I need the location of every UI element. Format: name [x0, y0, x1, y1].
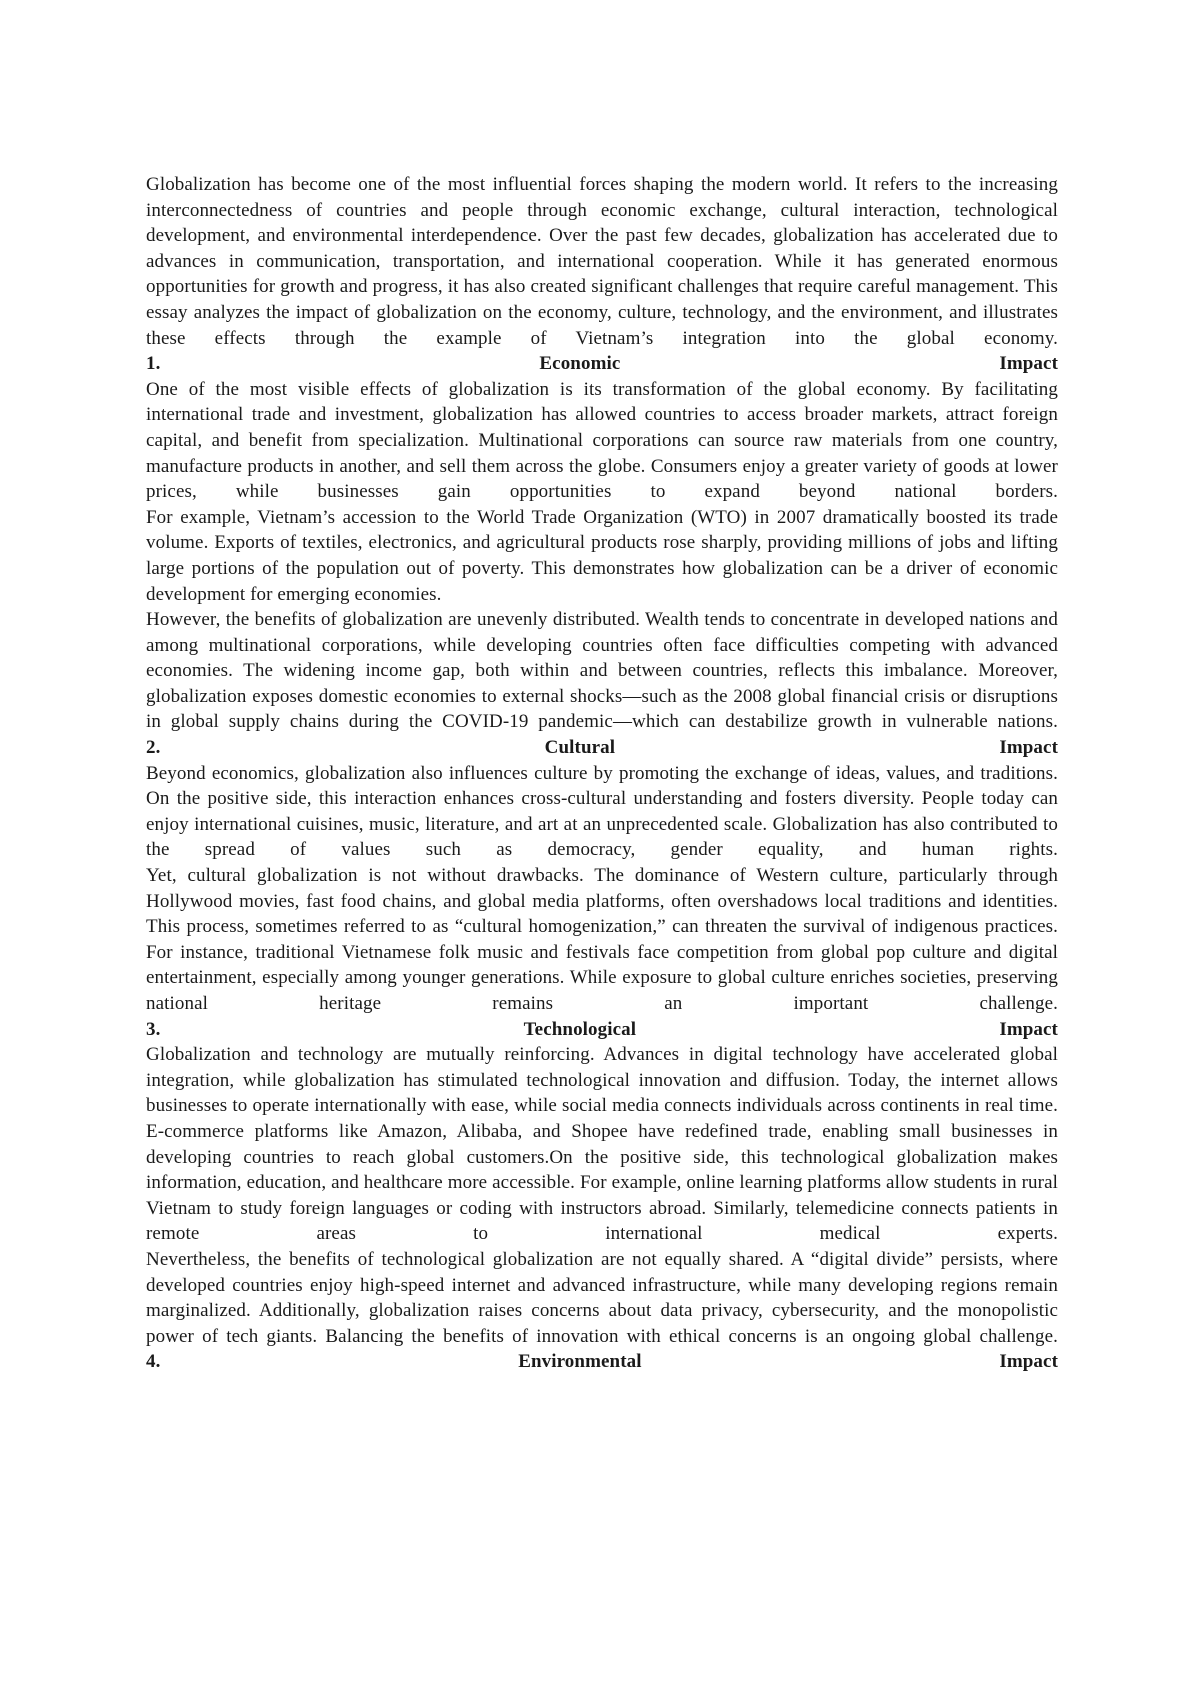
- document-page: [146, 172, 1058, 1375]
- section-number: 1.: [146, 353, 161, 375]
- section-number: 4.: [146, 1351, 161, 1373]
- economic-paragraph-3: However, the benefits of globalization are unevenly distributed. Wealth tends to concentrate in developed nations and among multinational corporations, while developing countries often face difficulties competing with advanced economies. The widening income gap, both within and between countries, reflects this imbalance. Moreover, globalization exposes domestic economies to external shocks—such as the 2008 global financial crisis or disruptions in global supply chains during the COVID-19 pandemic—which can destabilize growth in vulnerable nations.: [146, 609, 1058, 733]
- intro-paragraph: Globalization has become one of the most influential forces shaping the modern world. It refers to the increasing interconnectedness of countries and people through economic exchange, cultural interaction, technological development, and environmental interdependence. Over the past few decades, globalization has accelerated due to advances in communication, transportation, and international cooperation. While it has generated enormous opportunities for growth and progress, it has also created significant challenges that require careful management. This essay analyzes the impact of globalization on the economy, culture, technology, and the environment, and illustrates these effects through the example of Vietnam’s integration into the global economy.: [146, 174, 1058, 349]
- section-title-suffix: Impact: [999, 353, 1058, 375]
- section-title: Technological: [523, 1018, 637, 1040]
- section-title: Cultural: [544, 737, 616, 759]
- section-number: 2.: [146, 737, 161, 759]
- section-heading-environmental: [146, 1349, 1058, 1375]
- cultural-paragraph-2: Yet, cultural globalization is not without drawbacks. The dominance of Western culture, particularly through Hollywood movies, fast food chains, and global media platforms, often overshadows local traditions and identities. This process, sometimes referred to as “cultural homogenization,” can threaten the survival of indigenous practices. For instance, traditional Vietnamese folk music and festivals face competition from global pop culture and digital entertainment, especially among younger generations. While exposure to global culture enriches societies, preserving national heritage remains an important challenge.: [146, 865, 1058, 1014]
- section-title: Economic: [539, 353, 621, 375]
- economic-paragraph-2: For example, Vietnam’s accession to the World Trade Organization (WTO) in 2007 dramatically boosted its trade volume. Exports of textiles, electronics, and agricultural products rose sharply, providing millions of jobs and lifting large portions of the population out of poverty. This demonstrates how globalization can be a driver of economic development for emerging economies.: [146, 506, 1058, 605]
- section-heading-economic: [146, 351, 1058, 377]
- technological-paragraph-1: Globalization and technology are mutually reinforcing. Advances in digital technology have accelerated global integration, while globalization has stimulated technological innovation and diffusion. Today, the internet allows businesses to operate internationally with ease, while social media connects individuals across continents in real time. E-commerce platforms like Amazon, Alibaba, and Shopee have redefined trade, enabling small businesses in developing countries to reach global customers.On the positive side, this technological globalization makes information, education, and healthcare more accessible. For example, online learning platforms allow students in rural Vietnam to study foreign languages or coding with instructors abroad. Similarly, telemedicine connects patients in remote areas to international medical experts.: [146, 1044, 1058, 1245]
- section-title-suffix: Impact: [999, 1351, 1058, 1373]
- section-title-suffix: Impact: [999, 737, 1058, 759]
- section-heading-cultural: [146, 735, 1058, 761]
- section-heading-technological: [146, 1017, 1058, 1043]
- technological-paragraph-2: Nevertheless, the benefits of technological globalization are not equally shared. A “digital divide” persists, where developed countries enjoy high-speed internet and advanced infrastructure, while many developing regions remain marginalized. Additionally, globalization raises concerns about data privacy, cybersecurity, and the monopolistic power of tech giants. Balancing the benefits of innovation with ethical concerns is an ongoing global challenge.: [146, 1248, 1058, 1347]
- cultural-paragraph-1: Beyond economics, globalization also influences culture by promoting the exchange of ideas, values, and traditions. On the positive side, this interaction enhances cross-cultural understanding and fosters diversity. People today can enjoy international cuisines, music, literature, and art at an unprecedented scale. Globalization has also contributed to the spread of values such as democracy, gender equality, and human rights.: [146, 762, 1058, 861]
- section-number: 3.: [146, 1018, 161, 1040]
- section-title-suffix: Impact: [999, 1018, 1058, 1040]
- economic-paragraph-1: One of the most visible effects of globalization is its transformation of the global economy. By facilitating international trade and investment, globalization has allowed countries to access broader markets, attract foreign capital, and benefit from specialization. Multinational corporations can source raw materials from one country, manufacture products in another, and sell them across the globe. Consumers enjoy a greater variety of goods at lower prices, while businesses gain opportunities to expand beyond national borders.: [146, 378, 1058, 503]
- section-title: Environmental: [518, 1351, 642, 1373]
